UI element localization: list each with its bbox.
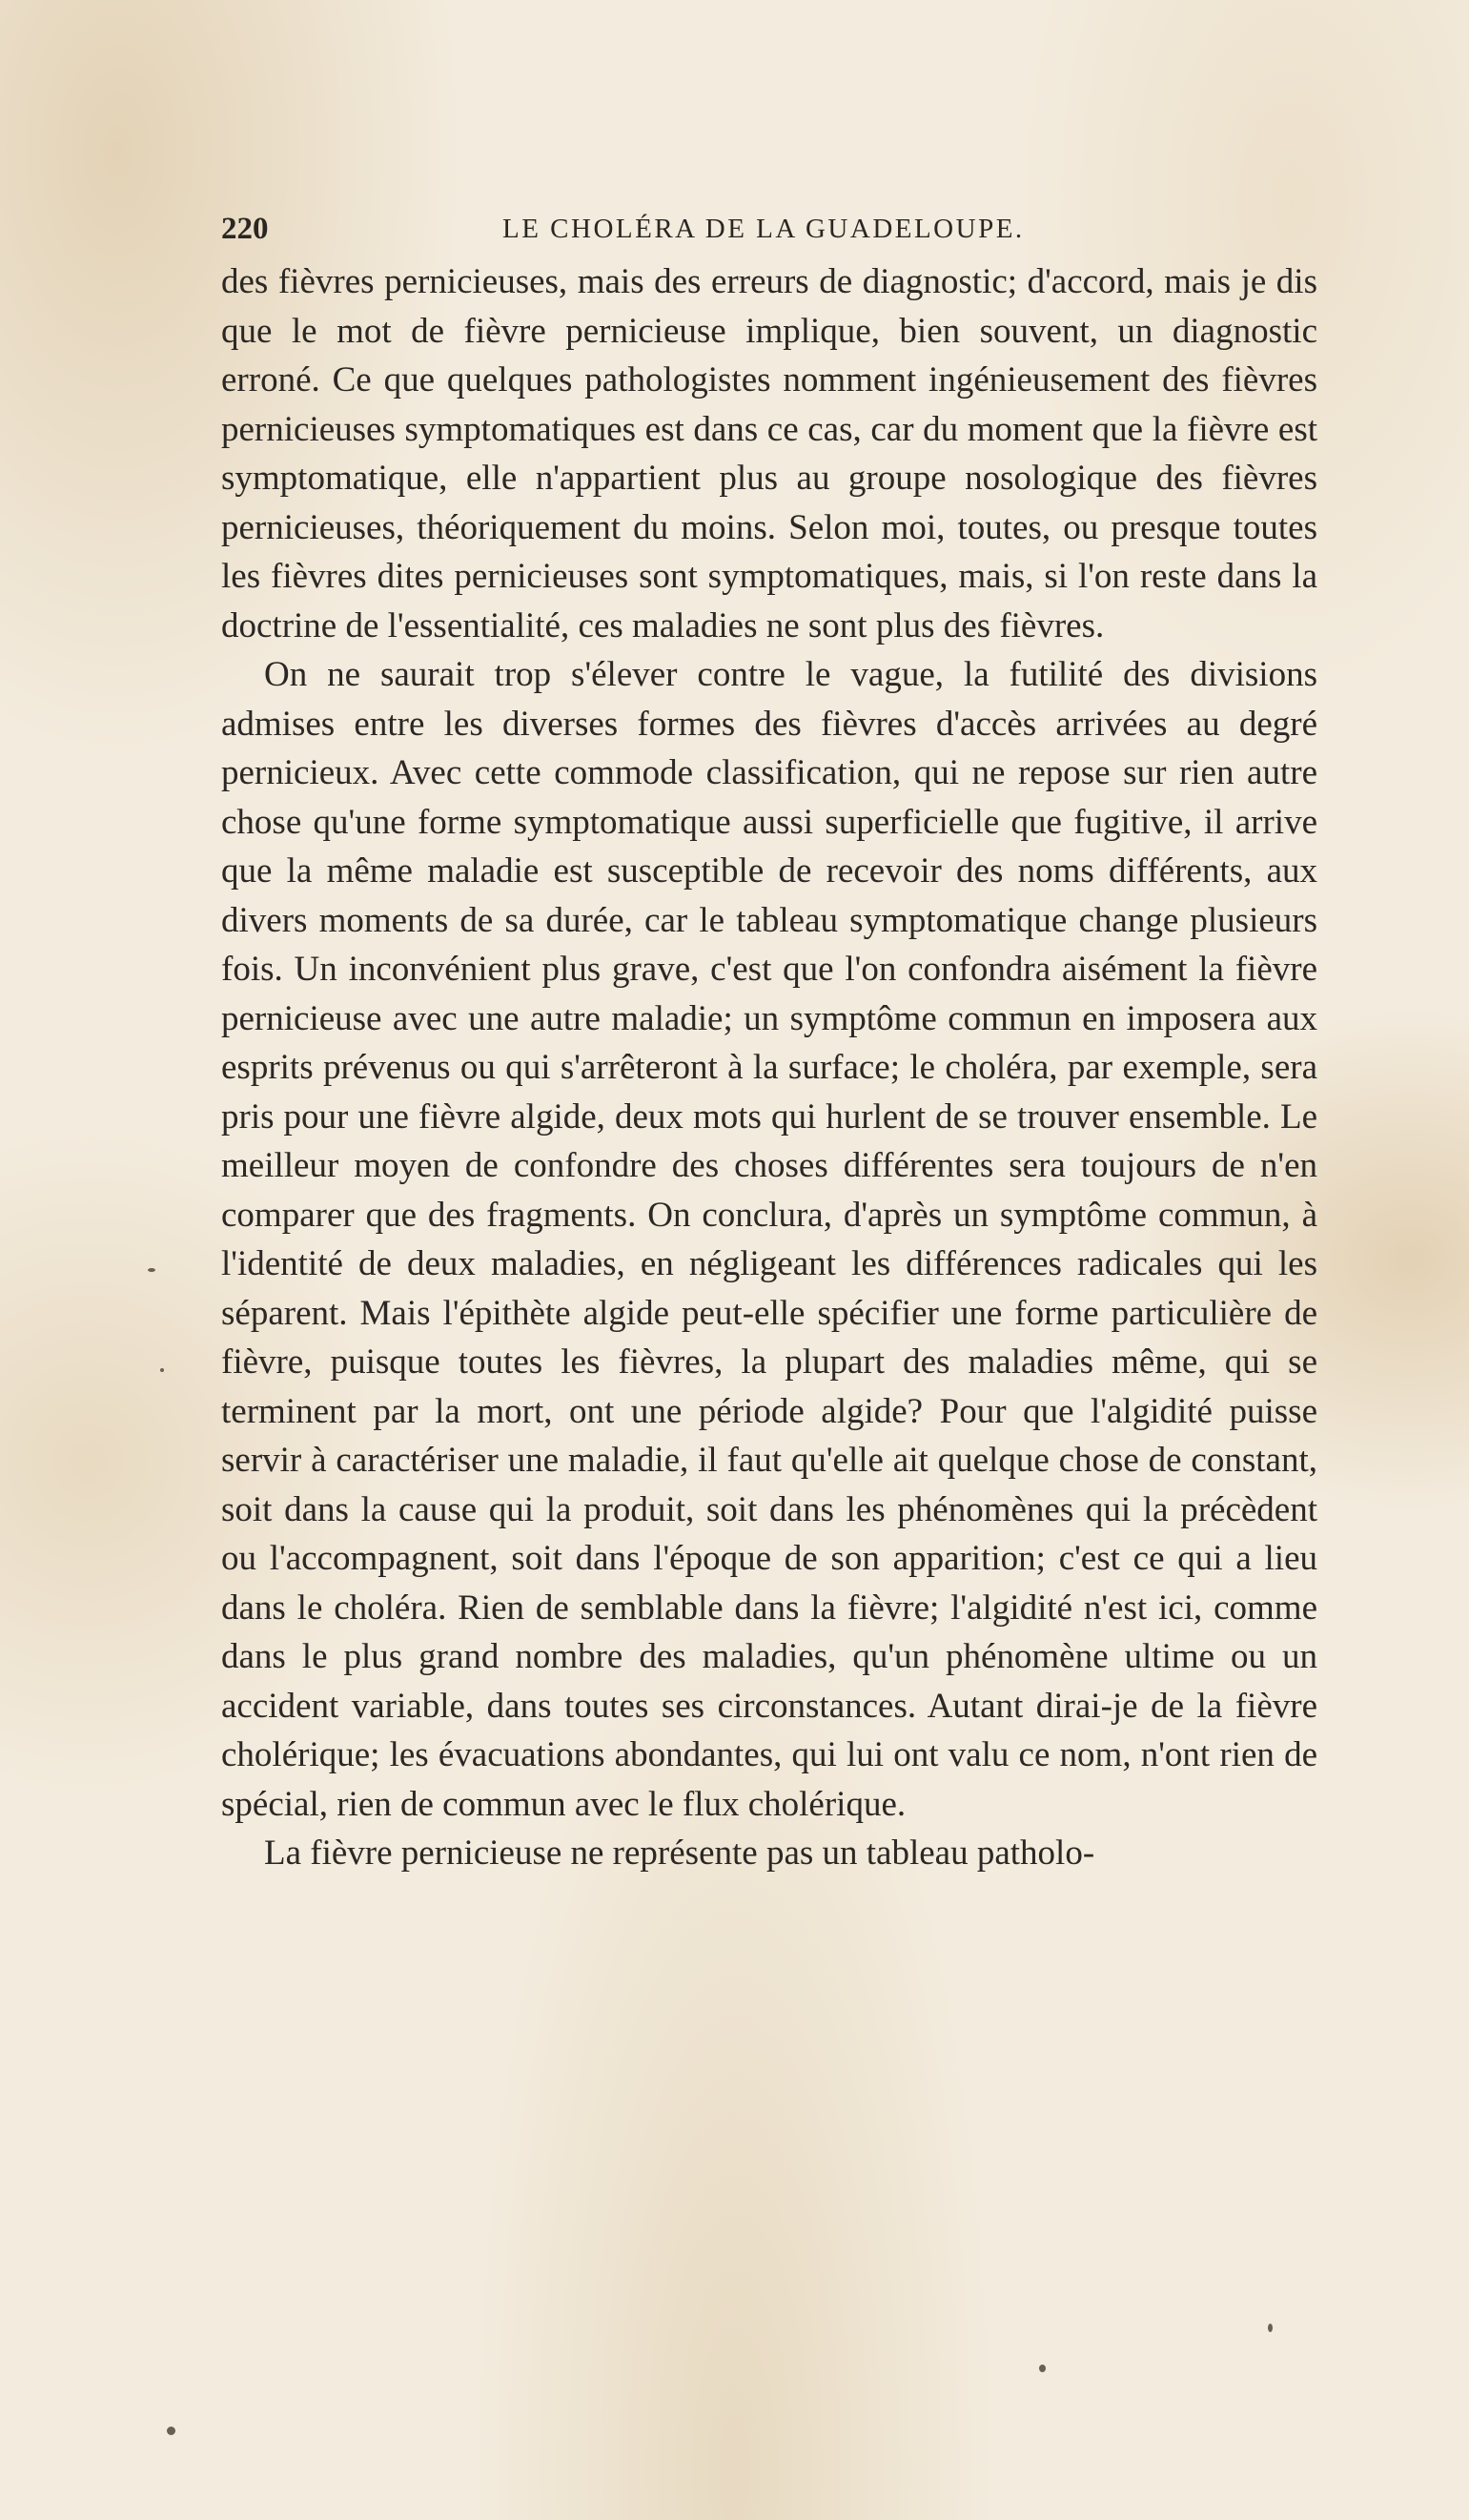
speck — [160, 1368, 164, 1372]
speck — [148, 1268, 155, 1272]
running-title: LE CHOLÉRA DE LA GUADELOUPE. — [502, 214, 1025, 244]
page-number: 220 — [221, 212, 269, 246]
paragraph: des fièvres pernicieuses, mais des erreurs de diagnostic; d'accord, mais je dis que le mot de fièvre pernicieuse implique, bien souvent, un diagnostic erroné. Ce que quelques pathologistes nomment ingénieusement des fièvres pernicieuses symptomatiques est dans ce cas, car du moment que la fièvre est symptomatique, elle n'appartient plus au groupe nosologique des fièvres pernicieuses, théoriquement du moins. Selon moi, toutes, ou presque toutes les fièvres dites pernicieuses sont symptomatiques, mais, si l'on reste dans la doctrine de l'essentialité, ces maladies ne sont plus des fièvres. — [221, 262, 1317, 645]
speck — [1039, 2365, 1046, 2372]
paragraph: On ne saurait trop s'élever contre le vague, la futilité des divisions admises entre les diverses formes des fièvres d'accès arrivées au degré pernicieux. Avec cette commode classification, qui ne repose sur rien autre chose qu'une forme symptomatique aussi superficielle que fugitive, il arrive que la même maladie est susceptible de recevoir des noms différents, aux divers moments de sa durée, car le tableau symptomatique change plusieurs fois. Un inconvénient plus grave, c'est que l'on confondra aisément la fièvre pernicieuse avec une autre maladie; un symptôme commun en imposera aux esprits prévenus ou qui s'arrêteront à la surface; le choléra, par exemple, sera pris pour une fièvre algide, deux mots qui hurlent de se trouver ensemble. Le meilleur moyen de confondre des choses différentes sera toujours de n'en comparer que des fragments. On conclura, d'après un symptôme commun, à l'identité de deux maladies, en négligeant les différences radicales qui les séparent. Mais l'épithète algide peut-elle spécifier une forme particulière de fièvre, puisque toutes les fièvres, la plupart des maladies même, qui se terminent par la mort, ont une période algide? Pour que l'algidité puisse servir à caractériser une maladie, il faut qu'elle ait quelque chose de constant, soit dans la cause qui la produit, soit dans les phénomènes qui la précèdent ou l'accompagnent, soit dans l'époque de son apparition; c'est ce qui a lieu dans le choléra. Rien de semblable dans la fièvre; l'algidité n'est ici, comme dans le plus grand nombre des maladies, qu'un phénomène ultime ou un accident variable, dans toutes ses circonstances. Autant dirai-je de la fièvre cholérique; les évacuations abondantes, qui lui ont valu ce nom, n'ont rien de spécial, rien de commun avec le flux cholérique. — [221, 655, 1317, 1824]
body-text — [221, 257, 1317, 1878]
running-header — [221, 212, 1336, 250]
speck — [167, 2427, 175, 2435]
paragraph: La fièvre pernicieuse ne représente pas un tableau patholo- — [264, 1834, 1095, 1873]
speck — [1268, 2324, 1273, 2332]
